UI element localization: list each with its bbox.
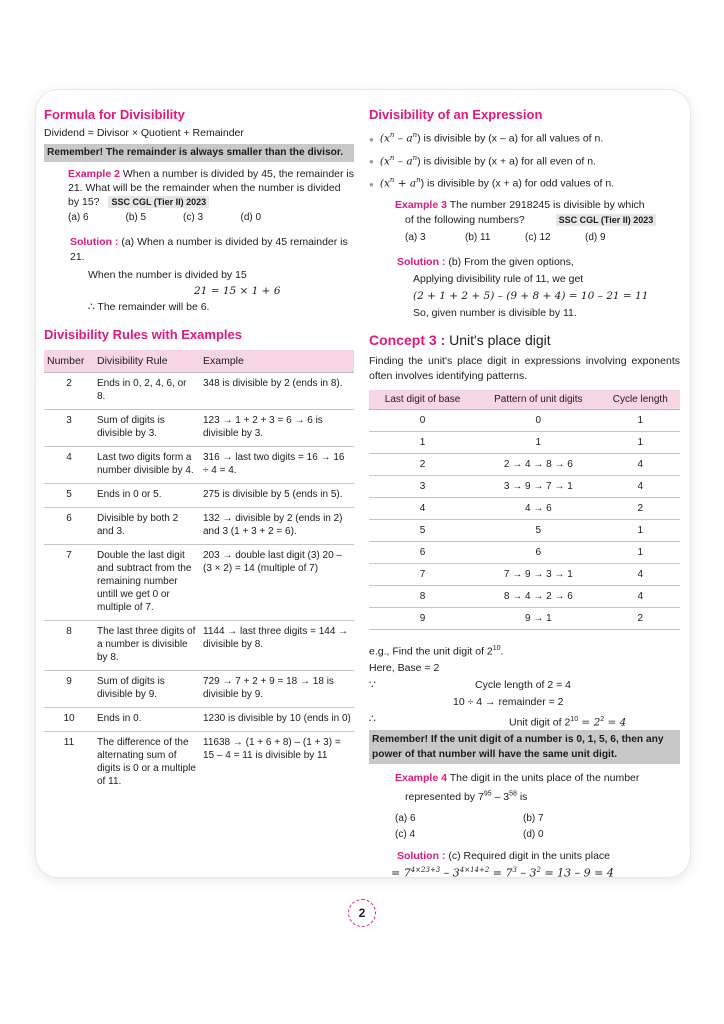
table-row [369,475,680,497]
solution-line: When the number is divided by 15 [88,269,247,281]
concept-heading [369,332,680,348]
example-line: ∴ Unit digit of $2^{10} = 2^2 = 4$ [369,713,627,729]
option: (a) 6 [68,212,89,223]
table-row [369,607,680,629]
bullet-item: ● $(x^n - a^n)$ is divisible by (x – a) for all values of n. [369,126,680,149]
table-cell: 1144 → last three digits = 144 → divisible by 8. [200,621,354,671]
formula-title: Formula for Divisibility [44,107,185,122]
table-cell: 5 [476,519,600,541]
table-cell: 8 [369,585,476,607]
right-column [369,107,680,879]
option: (c) 4 [395,828,415,840]
example-4-options [395,813,680,840]
table-cell: 9 [369,607,476,629]
unit-digit-example [369,640,680,729]
example-3-label: Example 3 [395,198,447,211]
table-cell: 4 [601,475,680,497]
table-cell: 3 [369,475,476,497]
solution-line: ∴ The remainder will be 6. [88,301,210,313]
table-cell: 729 → 7 + 2 + 9 = 18 → 18 is divisible by 9. [200,671,354,708]
option: (d) 9 [585,231,606,243]
table-cell: 8 → 4 → 2 → 6 [476,585,600,607]
example-2-text: When a number is divided by 45, the remainder is 21. What will be the remainder when the number is divided by 15? [68,168,354,208]
table-row [44,410,354,447]
option: (b) 5 [125,212,147,223]
option: (b) 7 [523,812,544,824]
table-header: Example [200,350,354,373]
example-2-tag: SSC CGL (Tier II) 2023 [108,196,209,208]
solution-line: So, given number is divisible by 11. [413,306,577,319]
table-row [369,585,680,607]
concept-title: Unit's place digit [449,331,551,348]
table-cell: 7 → 9 → 3 → 1 [476,563,600,585]
table-cell: 11638 → (1 + 6 + 8) – (1 + 3) = 15 – 4 = 11 is divisible by 11 [203,737,341,761]
table-cell: The last three digits of a number is divisible by 8. [94,621,200,671]
table-cell: 132 → divisible by 2 (ends in 2) and 3 (1 + 3 + 2 = 6). [200,508,354,545]
left-column [44,107,354,794]
table-cell: Ends in 0. [94,708,200,732]
solution-line: Applying divisibility rule of 11, we get [413,272,584,285]
table-cell: 3 [44,410,94,447]
example-3-text: of the following numbers? [405,213,525,226]
solution-line: (b) From the given options, [448,255,574,268]
table-cell: 123 → 1 + 2 + 3 = 6 → 6 is divisible by 3. [200,410,354,447]
table-cell: 4 [601,585,680,607]
example-2 [68,167,354,225]
example-4-text: The digit in the units place of the number [449,772,640,784]
option: (a) 6 [395,812,416,824]
option: (d) 0 [523,828,544,840]
table-cell: Last two digits form a number divisible by 4. [94,447,200,484]
table-row [369,541,680,563]
example-3-text: The number 2918245 is divisible by which [449,198,645,211]
option: (c) 3 [183,212,203,223]
rules-title: Divisibility Rules with Examples [44,327,242,342]
table-row [369,431,680,453]
table-cell: 1230 is divisible by 10 (ends in 0) [200,708,354,732]
table-header: Divisibility Rule [94,350,200,373]
table-cell: 4 [601,563,680,585]
table-cell: Double the last digit and subtract from the remaining number untill we get 0 or multiple of 7. [94,545,200,621]
table-header: Last digit of base [369,390,476,410]
solution-3 [397,254,680,322]
table-row [44,373,354,410]
example-line: ∵ Cycle length of 2 = 4 [369,679,572,691]
option: (c) 12 [525,231,551,243]
table-header-row [44,350,354,373]
unit-digit-cycle-table [369,390,680,630]
table-cell: The difference of the alternating sum of digits is 0 or a multiple of 11. [97,737,196,787]
remember-box-left: Remember! The remainder is always smaller than the divisor. [44,144,354,162]
table-cell: 316 → last two digits = 16 → 16 ÷ 4 = 4. [200,447,354,484]
table-cell: Ends in 0 or 5. [94,484,200,508]
solution-label: Solution : [70,236,119,248]
solution-label: Solution : [397,849,446,862]
table-cell: 5 [369,519,476,541]
concept-label: Concept 3 : [369,331,446,348]
table-row [369,497,680,519]
table-cell: Divisible by both 2 and 3. [94,508,200,545]
divisibility-rules-table [44,350,354,794]
table-cell: 1 [601,519,680,541]
table-cell: 6 [476,541,600,563]
solution-label: Solution : [397,255,446,268]
example-3-tag: SSC CGL (Tier II) 2023 [556,214,657,226]
example-line: 10 ÷ 4 → remainder = 2 [453,696,564,708]
table-cell: 11 [63,737,75,748]
option: (d) 0 [240,212,262,223]
table-row [44,447,354,484]
example-2-label: Example 2 [68,168,120,180]
example-4-text: represented by $7^{95} - 3^{58}$ is [405,790,528,803]
table-cell: 3 → 9 → 7 → 1 [476,475,600,497]
table-cell: 1 [601,409,680,431]
table-cell: 1 [369,431,476,453]
table-row [44,671,354,708]
bullet-item: ● $(x^n + a^n)$ is divisible by (x + a) for odd values of n. [369,171,680,194]
option: (b) 11 [465,231,491,243]
table-row [44,732,354,795]
table-row [44,621,354,671]
example-line: e.g., Find the unit digit of $2^{10}$. [369,644,504,657]
option: (a) 3 [405,231,426,243]
example-4-label: Example 4 [395,772,447,784]
solution-equation: = $7^{4\times 23+3} - 3^{4\times 14+2} = 7^3 - 3^2 = 13 - 9 = 4$ [391,865,614,880]
table-row [44,545,354,621]
solution-2 [70,235,354,265]
table-cell: 10 [44,708,94,732]
table-cell: 4 [601,453,680,475]
table-header: Cycle length [601,390,680,410]
table-header-row [369,390,680,410]
table-cell: 2 [369,453,476,475]
table-row [369,409,680,431]
remember-box-right: Remember! If the unit digit of a number is 0, 1, 5, 6, then any power of that number will have the same unit digit. [369,730,680,764]
table-cell: Sum of digits is divisible by 3. [94,410,200,447]
table-header: Pattern of unit digits [476,390,600,410]
table-row [44,484,354,508]
table-cell: 2 [601,607,680,629]
example-line: Here, Base = 2 [369,662,440,674]
bullet-item: ● $(x^n - a^n)$ is divisible by (x + a) for all even of n. [369,149,680,172]
table-row [369,563,680,585]
solution-line: (c) Required digit in the units place [448,849,610,862]
table-cell: Sum of digits is divisible by 9. [94,671,200,708]
solution-equation: 21 = 15 × 1 + 6 [194,285,281,297]
example-2-options [68,211,298,225]
table-cell: 2 → 4 → 8 → 6 [476,453,600,475]
table-cell: 1 [476,431,600,453]
table-cell: 2 [44,373,94,410]
example-3 [395,198,680,245]
table-cell: 6 [44,508,94,545]
table-cell: 8 [44,621,94,671]
solution-equation: (2 + 1 + 2 + 5) – (9 + 8 + 4) = 10 – 21 = 11 [413,289,649,302]
table-row [44,508,354,545]
example-3-options [405,230,645,245]
table-cell: 0 [476,409,600,431]
table-cell: 1 [601,541,680,563]
table-cell: 348 is divisible by 2 (ends in 8). [200,373,354,410]
table-row [369,519,680,541]
table-cell: Ends in 0, 2, 4, 6, or 8. [94,373,200,410]
formula-text: Dividend = Divisor × Quotient + Remainder [44,127,244,139]
table-cell: 275 is divisible by 5 (ends in 5). [200,484,354,508]
table-cell: 7 [369,563,476,585]
example-4 [395,770,680,805]
table-cell: 2 [601,497,680,519]
table-cell: 9 → 1 [476,607,600,629]
table-cell: 203 → double last digit (3) 20 – (3 × 2) = 14 (multiple of 7) [200,545,354,621]
table-cell: 4 [369,497,476,519]
table-cell: 7 [44,545,94,621]
solution-line: (a) When a number is divided by 45 remainder is 21. [70,236,348,263]
table-row [44,708,354,732]
expression-title: Divisibility of an Expression [369,107,543,122]
solution-4 [397,848,680,864]
concept-text: Finding the unit's place digit in expressions involving exponents often involves identifying patterns. [369,354,680,382]
table-row [369,453,680,475]
table-cell: 9 [44,671,94,708]
table-cell: 5 [44,484,94,508]
table-cell: 4 [44,447,94,484]
table-header: Number [44,350,94,373]
table-cell: 1 [601,431,680,453]
table-cell: 4 → 6 [476,497,600,519]
table-cell: 6 [369,541,476,563]
table-cell: 0 [369,409,476,431]
page-number: 2 [348,899,376,927]
